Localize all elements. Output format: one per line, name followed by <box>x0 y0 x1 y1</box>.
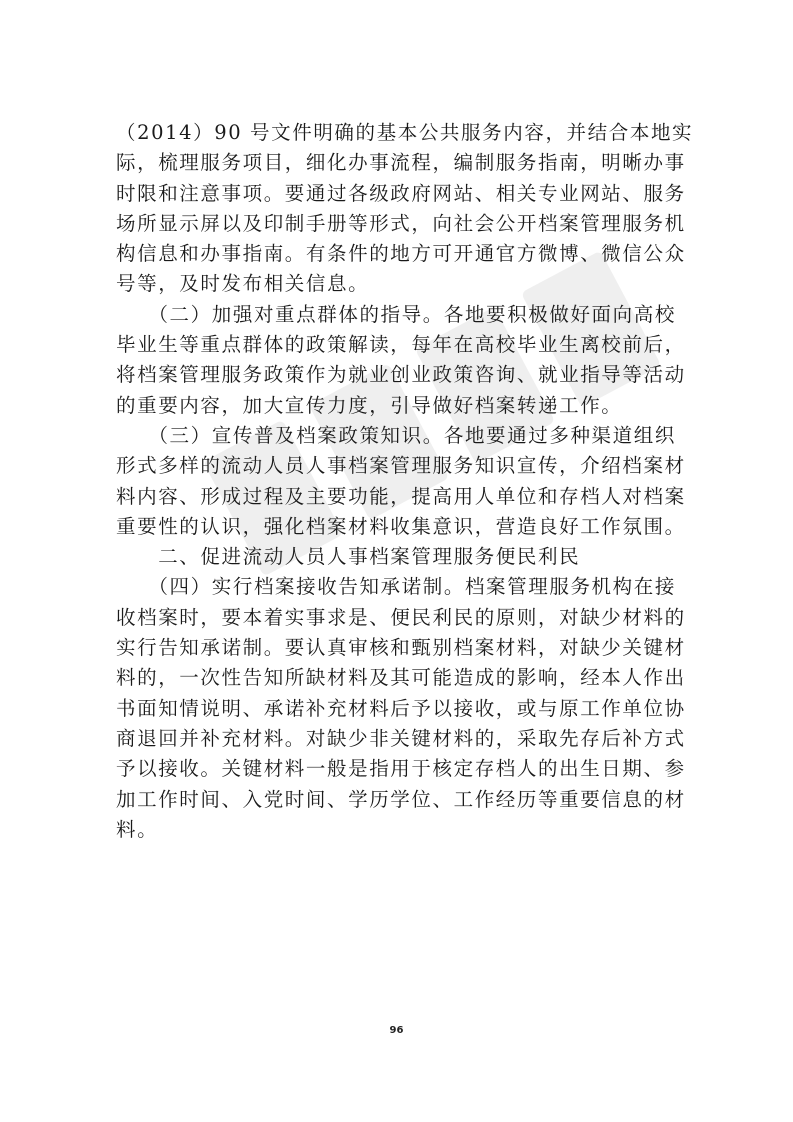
text-line: （2014）90 号文件明确的基本公共服务内容，并结合本地实 <box>116 121 694 144</box>
text-line: 将档案管理服务政策作为就业创业政策咨询、就业指导等活动 <box>116 363 686 387</box>
text-line: 予以接收。关键材料一般是指用于核定存档人的出生日期、参 <box>116 757 686 781</box>
text-line: （二）加强对重点群体的指导。各地要积极做好面向高校 <box>116 302 676 326</box>
text-line: 构信息和办事指南。有条件的地方可开通官方微博、微信公众 <box>116 242 686 266</box>
text-line: 号等，及时发布相关信息。 <box>116 272 370 296</box>
text-line: 的重要内容，加大宣传力度，引导做好档案转递工作。 <box>116 393 623 417</box>
text-line: 书面知情说明、承诺补充材料后予以接收，或与原工作单位协 <box>116 696 686 720</box>
text-line: 料的，一次性告知所缺材料及其可能造成的影响，经本人作出 <box>116 666 686 690</box>
text-line: 时限和注意事项。要通过各级政府网站、相关专业网站、服务 <box>116 181 686 205</box>
section-heading: 二、促进流动人员人事档案管理服务便民利民 <box>116 545 581 569</box>
text-line: 收档案时，要本着实事求是、便民利民的原则，对缺少材料的 <box>116 605 686 629</box>
body-text <box>116 118 694 845</box>
text-line: 形式多样的流动人员人事档案管理服务知识宣传，介绍档案材 <box>116 454 686 478</box>
text-line: 实行告知承诺制。要认真审核和甄别档案材料，对缺少关键材 <box>116 636 686 660</box>
text-line: 重要性的认识，强化档案材料收集意识，营造良好工作氛围。 <box>116 514 686 538</box>
page-number: 96 <box>389 1025 404 1036</box>
text-line: （三）宣传普及档案政策知识。各地要通过多种渠道组织 <box>116 423 676 447</box>
text-line: 商退回并补充材料。对缺少非关键材料的，采取先存后补方式 <box>116 726 686 750</box>
text-line: 毕业生等重点群体的政策解读，每年在高校毕业生离校前后， <box>116 333 686 357</box>
text-line: 际，梳理服务项目，细化办事流程，编制服务指南，明晰办事 <box>116 151 686 175</box>
text-line: （四）实行档案接收告知承诺制。档案管理服务机构在接 <box>116 575 676 599</box>
text-line: 场所显示屏以及印制手册等形式，向社会公开档案管理服务机 <box>116 211 686 235</box>
text-line: 料。 <box>116 817 159 841</box>
text-line: 加工作时间、入党时间、学历学位、工作经历等重要信息的材 <box>116 787 686 811</box>
text-line: 料内容、形成过程及主要功能，提高用人单位和存档人对档案 <box>116 484 686 508</box>
